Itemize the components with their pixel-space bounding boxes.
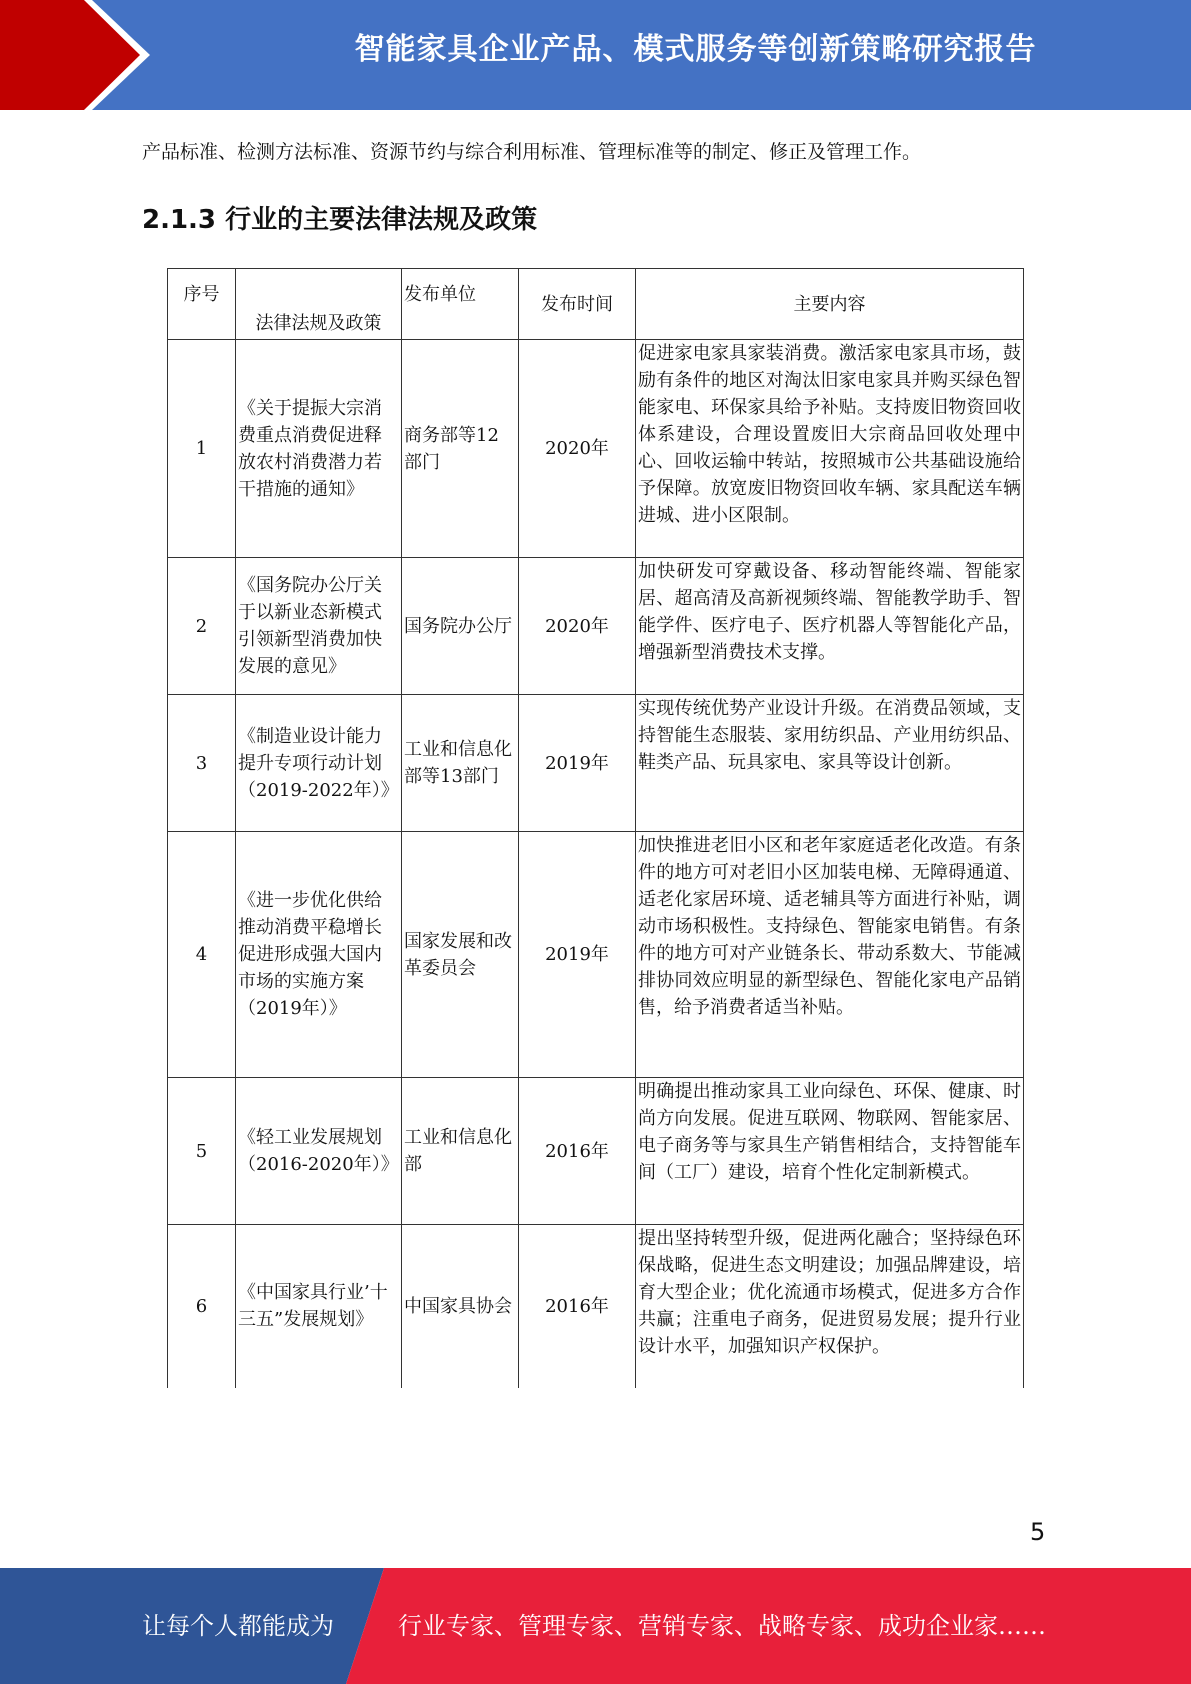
row-date: 2020年 (519, 558, 636, 695)
footer-slogan-left: 让每个人都能成为 (142, 1612, 334, 1640)
row-no: 1 (168, 340, 236, 558)
table-row (168, 1078, 1024, 1225)
header-content: 主要内容 (636, 269, 1024, 340)
header-unit: 发布单位 (402, 269, 519, 340)
row-no: 2 (168, 558, 236, 695)
row-no: 6 (168, 1225, 236, 1388)
row-unit: 工业和信息化部 (402, 1078, 519, 1225)
row-date: 2016年 (519, 1078, 636, 1225)
page-footer (0, 1568, 1191, 1684)
intro-paragraph: 产品标准、检测方法标准、资源节约与综合利用标准、管理标准等的制定、修正及管理工作。 (142, 141, 922, 163)
row-name: 《中国家具行业’十三五”发展规划》 (236, 1225, 402, 1388)
report-title: 智能家具企业产品、模式服务等创新策略研究报告 (354, 32, 1037, 67)
row-date: 2019年 (519, 832, 636, 1078)
row-name: 《进一步优化供给推动消费平稳增长促进形成强大国内市场的实施方案（2019年）》 (236, 832, 402, 1078)
header-arrow-decoration (0, 0, 160, 110)
policy-table (167, 268, 1024, 1388)
row-content: 加快研发可穿戴设备、移动智能终端、智能家居、超高清及高新视频终端、智能教学助手、智能学件、医疗电子、医疗机器人等智能化产品，增强新型消费技术支撑。 (636, 558, 1024, 695)
row-content: 实现传统优势产业设计升级。在消费品领域，支持智能生态服装、家用纺织品、产业用纺织品、鞋类产品、玩具家电、家具等设计创新。 (636, 695, 1024, 832)
row-date: 2019年 (519, 695, 636, 832)
table-row (168, 558, 1024, 695)
row-unit: 工业和信息化部等13部门 (402, 695, 519, 832)
row-name: 《制造业设计能力提升专项行动计划（2019-2022年）》 (236, 695, 402, 832)
row-name: 《关于提振大宗消费重点消费促进释放农村消费潜力若干措施的通知》 (236, 340, 402, 558)
header-date: 发布时间 (519, 269, 636, 340)
section-heading: 2.1.3 行业的主要法律法规及政策 (142, 205, 538, 235)
row-content: 明确提出推动家具工业向绿色、环保、健康、时尚方向发展。促进互联网、物联网、智能家居、电子商务等与家具生产销售相结合，支持智能车间（工厂）建设，培育个性化定制新模式。 (636, 1078, 1024, 1225)
row-no: 4 (168, 832, 236, 1078)
row-content: 促进家电家具家装消费。激活家电家具市场，鼓励有条件的地区对淘汰旧家电家具并购买绿色智能家电、环保家具给予补贴。支持废旧物资回收体系建设，合理设置废旧大宗商品回收处理中心、回收运输中转站，按照城市公共基础设施给予保障。放宽废旧物资回收车辆、家具配送车辆进城、进小区限制。 (636, 340, 1024, 558)
footer-slogan-right: 行业专家、管理专家、营销专家、战略专家、成功企业家…… (398, 1612, 1046, 1640)
row-name: 《轻工业发展规划（2016-2020年）》 (236, 1078, 402, 1225)
row-unit: 商务部等12部门 (402, 340, 519, 558)
page-number: 5 (1030, 1518, 1046, 1546)
row-no: 3 (168, 695, 236, 832)
row-date: 2016年 (519, 1225, 636, 1388)
row-unit: 中国家具协会 (402, 1225, 519, 1388)
page-header (0, 0, 1191, 110)
row-date: 2020年 (519, 340, 636, 558)
table-header-row (168, 269, 1024, 340)
header-name: 法律法规及政策 (236, 269, 402, 340)
table-row (168, 340, 1024, 558)
table-row (168, 832, 1024, 1078)
row-unit: 国务院办公厅 (402, 558, 519, 695)
row-unit: 国家发展和改革委员会 (402, 832, 519, 1078)
table-row (168, 1225, 1024, 1388)
row-name: 《国务院办公厅关于以新业态新模式引领新型消费加快发展的意见》 (236, 558, 402, 695)
row-content: 提出坚持转型升级，促进两化融合；坚持绿色环保战略，促进生态文明建设；加强品牌建设，培育大型企业；优化流通市场模式，促进多方合作共赢；注重电子商务，促进贸易发展；提升行业设计水平，加强知识产权保护。 (636, 1225, 1024, 1388)
table-row (168, 695, 1024, 832)
header-no: 序号 (168, 269, 236, 340)
row-content: 加快推进老旧小区和老年家庭适老化改造。有条件的地方可对老旧小区加装电梯、无障碍通道、适老化家居环境、适老辅具等方面进行补贴，调动市场积极性。支持绿色、智能家电销售。有条件的地方可对产业链条长、带动系数大、节能减排协同效应明显的新型绿色、智能化家电产品销售，给予消费者适当补贴。 (636, 832, 1024, 1078)
row-no: 5 (168, 1078, 236, 1225)
